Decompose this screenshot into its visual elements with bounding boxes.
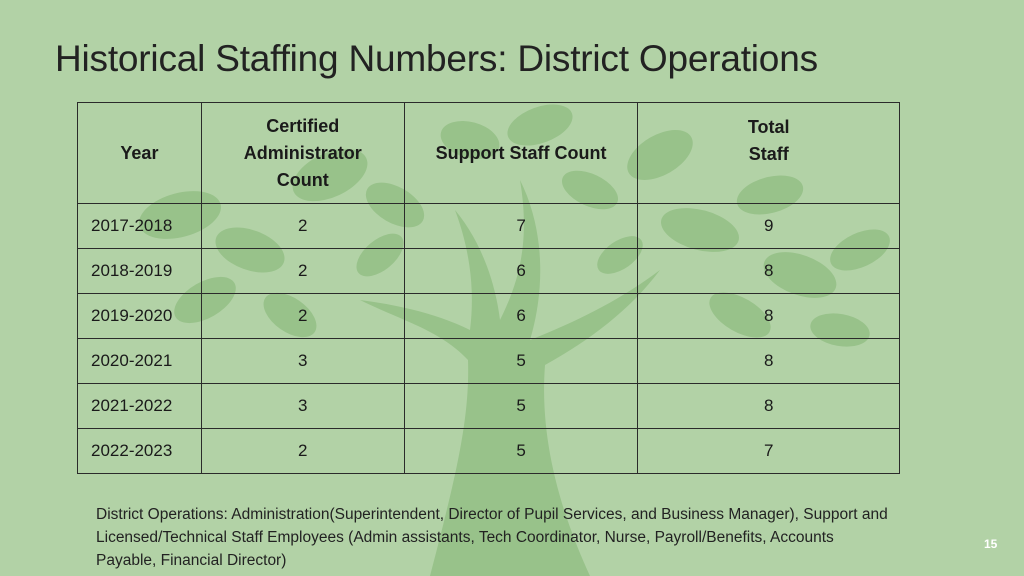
cell-support-staff-count: 5: [404, 384, 638, 429]
slide-number: 15: [984, 537, 998, 551]
cell-total-staff: 8: [638, 339, 900, 384]
table-row: [78, 429, 900, 474]
footnote: District Operations: Administration(Superintendent, Director of Pupil Services, and Business Manager), Support and Licensed/Technical Staff Employees (Admin assistants, Tech Coordinator, Nurse, Payroll/Benefits, Accounts Payable, Financial Director): [96, 506, 888, 569]
header-year: Year: [78, 103, 202, 204]
cell-certified-administrator-count: 2: [201, 429, 404, 474]
cell-total-staff: 8: [638, 294, 900, 339]
cell-support-staff-count: 7: [404, 204, 638, 249]
cell-total-staff: 8: [638, 384, 900, 429]
cell-support-staff-count: 5: [404, 339, 638, 384]
cell-year: 2017-2018: [78, 204, 202, 249]
table-row: [78, 339, 900, 384]
cell-certified-administrator-count: 2: [201, 204, 404, 249]
table-row: [78, 384, 900, 429]
cell-certified-administrator-count: 3: [201, 384, 404, 429]
cell-total-staff: 9: [638, 204, 900, 249]
header-total-staff: Total Staff: [638, 103, 900, 204]
table-row: [78, 204, 900, 249]
cell-total-staff: 7: [638, 429, 900, 474]
cell-certified-administrator-count: 3: [201, 339, 404, 384]
cell-certified-administrator-count: 2: [201, 294, 404, 339]
cell-year: 2019-2020: [78, 294, 202, 339]
cell-year: 2022-2023: [78, 429, 202, 474]
staffing-table: [77, 102, 900, 474]
cell-year: 2020-2021: [78, 339, 202, 384]
page-title: Historical Staffing Numbers: District Operations: [55, 38, 818, 79]
table-row: [78, 294, 900, 339]
cell-support-staff-count: 6: [404, 249, 638, 294]
cell-total-staff: 8: [638, 249, 900, 294]
cell-support-staff-count: 5: [404, 429, 638, 474]
cell-support-staff-count: 6: [404, 294, 638, 339]
header-support-staff-count: Support Staff Count: [404, 103, 638, 204]
cell-certified-administrator-count: 2: [201, 249, 404, 294]
cell-year: 2018-2019: [78, 249, 202, 294]
table-row: [78, 249, 900, 294]
header-certified-administrator-count: Certified Administrator Count: [201, 103, 404, 204]
cell-year: 2021-2022: [78, 384, 202, 429]
table-header-row: [78, 103, 900, 204]
